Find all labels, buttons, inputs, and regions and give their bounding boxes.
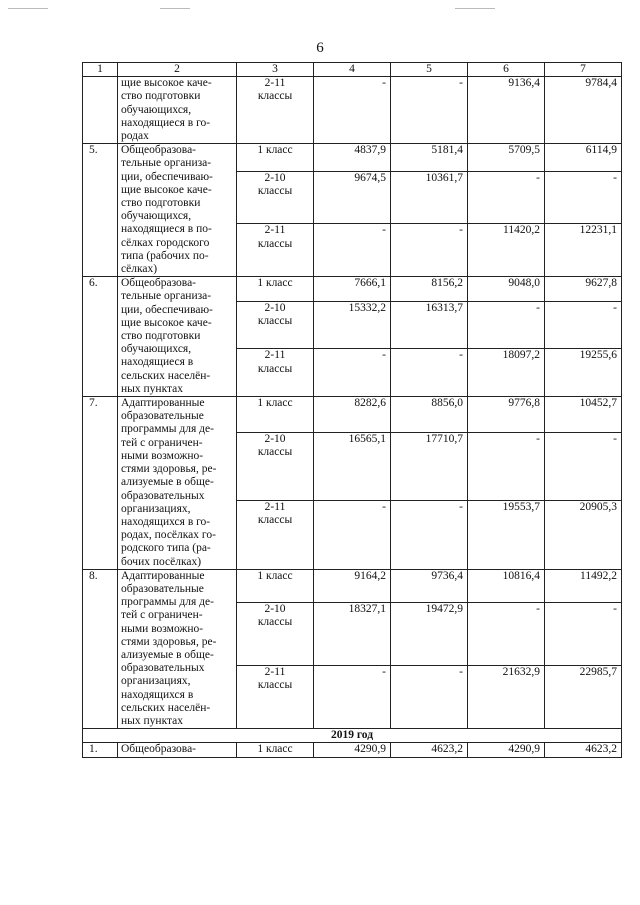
value-cell: 16565,1 [314, 432, 391, 501]
value-cell: 9048,0 [468, 277, 545, 302]
class-cell: 1 класс [237, 569, 314, 602]
value-cell: 22985,7 [545, 665, 622, 728]
value-cell: - [545, 301, 622, 349]
header-cell: 6 [468, 63, 545, 77]
value-cell: 10452,7 [545, 397, 622, 433]
class-cell: 2-11 классы [237, 665, 314, 728]
value-cell: 7666,1 [314, 277, 391, 302]
header-cell: 3 [237, 63, 314, 77]
class-cell: 1 класс [237, 397, 314, 433]
class-cell: 1 класс [237, 743, 314, 757]
class-cell: 2-11 классы [237, 77, 314, 144]
row-name: Адаптированные образовательные программы для де- тей с ограничен- ными возможно- стями здоровья, ре- ализуемые в обще- образовательных организациях, находящихся в сельских населён- ных пунктах [118, 569, 237, 728]
value-cell: 9784,4 [545, 77, 622, 144]
row-name: Общеобразова- тельные организа- ции, обеспечиваю- щие высокое каче- ство подготовки обучающихся, находящиеся в по- сёлках городского типа (рабочих по- сёлках) [118, 144, 237, 277]
value-cell: - [468, 301, 545, 349]
scan-artifact [455, 8, 495, 9]
value-cell: - [468, 432, 545, 501]
value-cell: 4623,2 [391, 743, 468, 757]
value-cell: 19553,7 [468, 501, 545, 570]
class-cell: 2-10 классы [237, 602, 314, 665]
value-cell: 4623,2 [545, 743, 622, 757]
value-cell: 11420,2 [468, 224, 545, 277]
row-number: 5. [83, 144, 118, 277]
header-row [83, 63, 622, 77]
row-number: 6. [83, 277, 118, 397]
value-cell: - [468, 171, 545, 224]
value-cell: 19255,6 [545, 349, 622, 397]
value-cell: - [391, 349, 468, 397]
value-cell: - [545, 432, 622, 501]
value-cell: - [391, 665, 468, 728]
class-cell: 1 класс [237, 144, 314, 171]
value-cell: 17710,7 [391, 432, 468, 501]
class-cell: 2-10 классы [237, 171, 314, 224]
row-name: щие высокое каче- ство подготовки обучающихся, находящиеся в го- родах [118, 77, 237, 144]
value-cell: 18327,1 [314, 602, 391, 665]
year-heading: 2019 год [83, 729, 622, 743]
header-cell: 4 [314, 63, 391, 77]
row-number: 1. [83, 743, 118, 757]
table-row [83, 397, 622, 433]
value-cell: 5181,4 [391, 144, 468, 171]
row-name: Адаптированные образовательные программы для де- тей с ограничен- ными возможно- стями здоровья, ре- ализуемые в обще- образовательных организациях, находящихся в го- родах, посёлках го- родского типа (ра- бочих посёлках) [118, 397, 237, 570]
value-cell: 8856,0 [391, 397, 468, 433]
value-cell: 6114,9 [545, 144, 622, 171]
class-cell: 2-10 классы [237, 301, 314, 349]
value-cell: 9674,5 [314, 171, 391, 224]
value-cell: - [314, 224, 391, 277]
value-cell: 5709,5 [468, 144, 545, 171]
value-cell: 4837,9 [314, 144, 391, 171]
value-cell: - [545, 171, 622, 224]
value-cell: 18097,2 [468, 349, 545, 397]
value-cell: 9136,4 [468, 77, 545, 144]
class-cell: 2-11 классы [237, 501, 314, 570]
table-body [83, 63, 622, 758]
value-cell: 19472,9 [391, 602, 468, 665]
table-row [83, 77, 622, 144]
value-cell: - [314, 665, 391, 728]
tariff-table [82, 62, 622, 758]
value-cell: 9627,8 [545, 277, 622, 302]
value-cell: - [314, 349, 391, 397]
value-cell: 11492,2 [545, 569, 622, 602]
value-cell: 15332,2 [314, 301, 391, 349]
row-number [83, 77, 118, 144]
value-cell: 10361,7 [391, 171, 468, 224]
value-cell: 16313,7 [391, 301, 468, 349]
header-cell: 5 [391, 63, 468, 77]
row-number: 7. [83, 397, 118, 570]
value-cell: 21632,9 [468, 665, 545, 728]
table-row [83, 144, 622, 171]
value-cell: - [545, 602, 622, 665]
row-name: Общеобразова- [118, 743, 237, 757]
table-row [83, 277, 622, 302]
value-cell: - [391, 77, 468, 144]
value-cell: 12231,1 [545, 224, 622, 277]
table-row [83, 743, 622, 757]
value-cell: - [468, 602, 545, 665]
value-cell: 9776,8 [468, 397, 545, 433]
header-cell: 1 [83, 63, 118, 77]
class-cell: 2-11 классы [237, 349, 314, 397]
header-cell: 2 [118, 63, 237, 77]
value-cell: 20905,3 [545, 501, 622, 570]
value-cell: 8156,2 [391, 277, 468, 302]
value-cell: 4290,9 [468, 743, 545, 757]
row-number: 8. [83, 569, 118, 728]
value-cell: 9164,2 [314, 569, 391, 602]
value-cell: 8282,6 [314, 397, 391, 433]
value-cell: 4290,9 [314, 743, 391, 757]
value-cell: 9736,4 [391, 569, 468, 602]
scan-artifact [160, 8, 190, 9]
value-cell: 10816,4 [468, 569, 545, 602]
scan-artifact [8, 8, 48, 9]
page-number: 6 [316, 40, 324, 56]
class-cell: 1 класс [237, 277, 314, 302]
class-cell: 2-10 классы [237, 432, 314, 501]
table-row [83, 569, 622, 602]
class-cell: 2-11 классы [237, 224, 314, 277]
value-cell: - [314, 77, 391, 144]
row-name: Общеобразова- тельные организа- ции, обеспечиваю- щие высокое каче- ство подготовки обучающихся, находящиеся в сельских населён- ных пунктах [118, 277, 237, 397]
value-cell: - [314, 501, 391, 570]
year-row [83, 729, 622, 743]
header-cell: 7 [545, 63, 622, 77]
value-cell: - [391, 224, 468, 277]
value-cell: - [391, 501, 468, 570]
